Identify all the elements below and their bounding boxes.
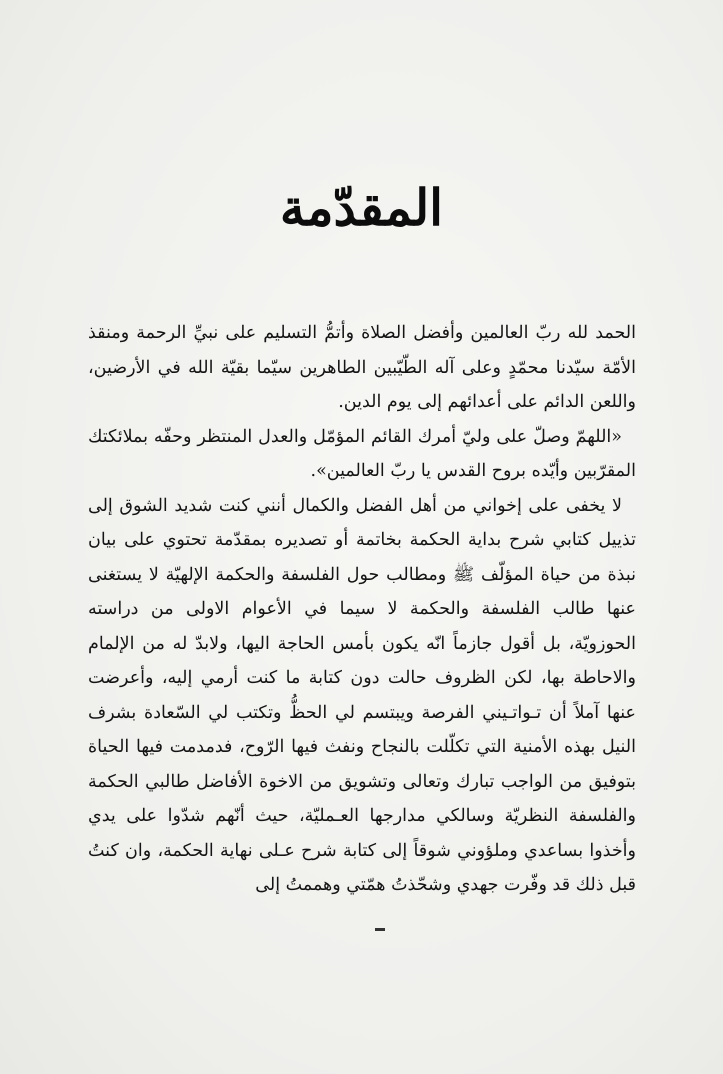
chapter-title: المقدّمة: [279, 178, 444, 237]
body-text: [88, 316, 636, 903]
paragraph-introduction: لا يخفى على إخواني من أهل الفضل والكمال أنني كنت شديد الشوق إلى تذييل كتابي شرح بداية الحكمة بخاتمة أو تصديره بمقدّمة تحتوي على بيان نبذة من حياة المؤلّف ﷺ ومطالب حول الفلسفة والحكمة الإلهيّة لا يستغنى عنها طالب الفلسفة والحكمة لا سيما في الأعوام الاولى من دراسته الحوزويّة، بل أقول جازماً انّه يكون بأمس الحاجة اليها، ولابدّ له من الإلمام والاحاطة بها، لكن الظروف حالت دون كتابة ما كنت أرمي إليه، وأعرضت عنها آملاً أن تـواتـيني الفرصة ويبتسم لي الحظُّ وتكتب لي السّعادة بشرف النيل بهذه الأمنية التي تكلّلت بالنجاح ونفث فيها الرّوح، فدمدمت فيها الحياة بتوفيق من الواجب تبارك وتعالى وتشويق من الاخوة الأفاضل طالبي الحكمة والفلسفة النظريّة وسالكي مدارجها العـمليّة، حيث أنّهم شدّوا على يدي وأخذوا بساعدي وملؤوني شوقاً إلى كتابة شرح عـلى نهاية الحكمة، وان كنتُ قبل ذلك قد وفّرت جهدي وشحّذتُ همّتي وهممتُ إلى: [88, 495, 636, 895]
paragraph-supplication: «اللهمّ وصلّ على وليّ أمرك القائم المؤمّل والعدل المنتظر وحفّه بملائكتك المقرّبين وأيّده بروح القدس يا ربّ العالمين».: [88, 426, 636, 481]
page-marker: [375, 928, 385, 931]
paragraph-praise: الحمد لله ربّ العالمين وأفضل الصلاة وأتمُّ التسليم على نبيِّ الرحمة ومنقذ الأمّة سيّدنا محمّدٍ وعلى آله الطّيّبين الطاهرين سيّما بقيّة الله في الأرضين، واللعن الدائم على أعدائهم إلى يوم الدين.: [88, 323, 636, 412]
